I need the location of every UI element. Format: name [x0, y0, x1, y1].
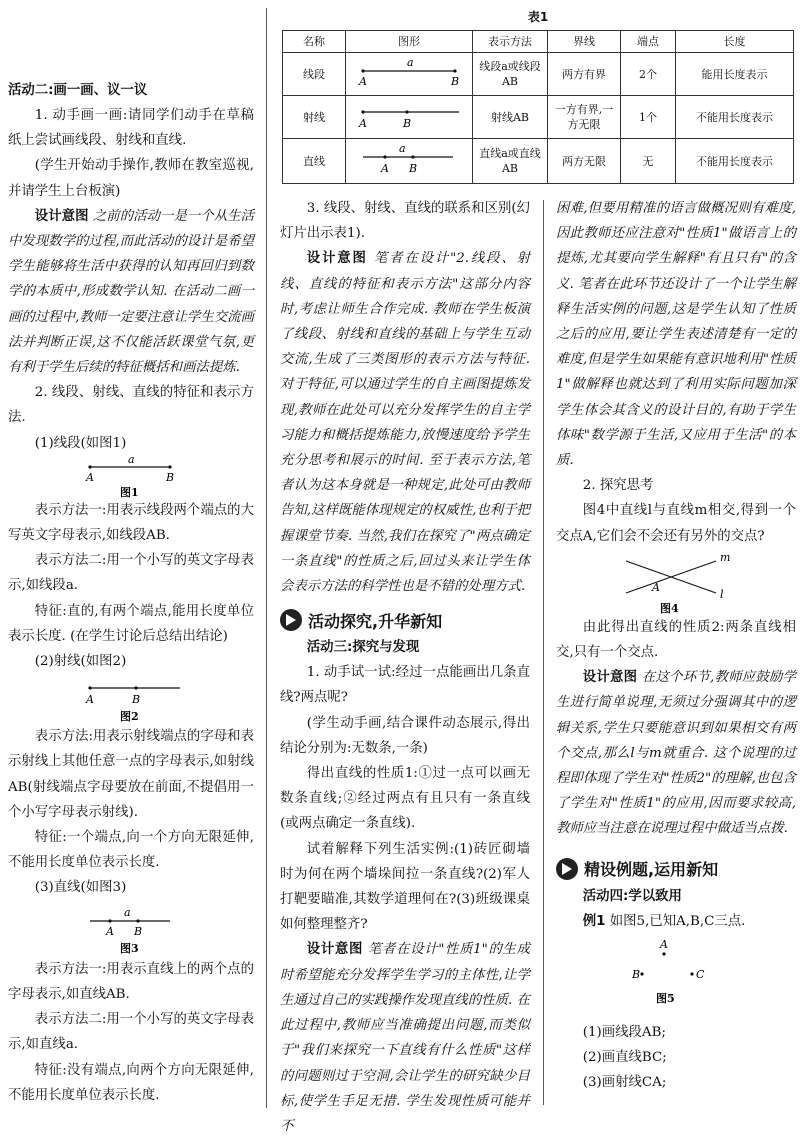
svg-text:B: B	[403, 117, 412, 130]
svg-text:图1: 图1	[120, 485, 139, 498]
paragraph: (学生开始动手操作,教师在教室巡视,并请学生上台板演)	[8, 158, 254, 199]
subheading: (2)射线(如图2)	[34, 654, 127, 670]
line-diagram	[8, 901, 254, 957]
svg-text:图4: 图4	[660, 601, 679, 615]
ray-diagram	[8, 674, 254, 724]
header-cell: 界线	[548, 31, 621, 53]
paragraph: 特征:一个端点,向一个方向无限延伸,不能用长度单位表示长度.	[8, 830, 254, 871]
svg-text:A: A	[652, 580, 660, 594]
three-points-diagram	[556, 934, 796, 1020]
header-cell: 图形	[346, 31, 473, 53]
cell-length: 不能用长度表示	[676, 139, 794, 184]
svg-text:图3: 图3	[120, 941, 139, 955]
svg-text:a: a	[407, 56, 414, 69]
svg-text:A: A	[660, 937, 668, 951]
column-divider	[266, 8, 267, 1108]
activity-title: 活动二:画一画、议一议	[8, 83, 148, 98]
paragraph: 特征:没有端点,向两个方向无限延伸,不能用长度单位表示长度.	[8, 1062, 254, 1103]
intersecting-lines-diagram	[556, 549, 796, 615]
paragraph: (学生动手画,结合课件动态展示,得出结论分别为:无数条,一条)	[280, 715, 530, 756]
figure-5	[556, 934, 796, 1020]
activity-title: 活动四:学以致用	[582, 888, 682, 904]
paragraph: 由此得出直线的性质2:两条直线相交,只有一个交点.	[556, 619, 796, 661]
svg-text:l: l	[720, 587, 724, 601]
header-cell: 长度	[676, 31, 794, 53]
paragraph: 3. 线段、射线、直线的联系和区别(幻灯片出示表1).	[280, 201, 530, 242]
figure-2	[8, 674, 254, 724]
figure-4	[556, 549, 796, 615]
design-intent: 设计意图 笔者在设计"性质1"的生成时希望能充分发挥学生学习的主体性,让学生通过自己的实践操作发现直线的性质. 在此过程中,教师应当准确提出问题,而类似于"我们来探究一下直线有什么性质"这样的问题则过于空洞,会让学生的研究缺少目标,使学生手足无措. 学生发现性质可能并不	[280, 942, 530, 1134]
svg-text:A: A	[106, 924, 114, 938]
cell-figure	[346, 139, 473, 184]
cell-length: 能用长度表示	[676, 53, 794, 96]
subheading: (1)线段(如图1)	[34, 435, 127, 451]
svg-text:B: B	[166, 470, 175, 484]
section-heading: 精设例题,运用新知	[556, 854, 796, 884]
right-column	[556, 196, 796, 1095]
subheading: 2. 探究思考	[582, 478, 654, 494]
design-intent-continued: 困难,但要用精准的语言做概况则有难度,因此教师还应注意对"性质1"做语言上的提炼,尤其要向学生解释"有且只有"的含义. 笔者在此环节还设计了一个让学生解释生活实例的问题,这是学生认知了性质之后的应用,要让学生表述清楚有一定的难度,但是学生如果能有意识地利用"性质1"做解释也就达到了利用实际问题加深学生体会其含义的设计目的,有助于学生体味"数学源于生活,又应用于生活"的本质.	[556, 201, 796, 469]
cell-bound: 一方有界,一方无限	[548, 96, 621, 139]
list-item: (1)画线段AB;	[582, 1024, 666, 1040]
svg-text:A: A	[359, 117, 367, 130]
paragraph: 2. 线段、射线、直线的特征和表示方法.	[8, 385, 254, 426]
cell-figure	[346, 96, 473, 139]
design-intent: 设计意图 之前的活动一是一个从生活中发现数学的过程,而此活动的设计是希望学生能够将生活中获得的认知再回归到数学的本质中,形成数学认知. 在活动二画一画的过程中,教师一定要注意让学生交流画法并判断正误,这不仅能活跃课堂气氛,更有利于学生后续的特征概括和画法提炼.	[8, 208, 255, 376]
section-heading: 活动探究,升华新知	[280, 605, 530, 635]
cell-method: 直线a或直线AB	[473, 139, 548, 184]
arrow-circle-icon	[280, 609, 302, 631]
table-header-row	[283, 31, 794, 53]
example-statement: 例1 如图5,已知A,B,C三点.	[582, 913, 746, 929]
cell-bound: 两方有界	[548, 53, 621, 96]
cell-method: 射线AB	[473, 96, 548, 139]
cell-length: 不能用长度表示	[676, 96, 794, 139]
svg-text:B: B	[451, 75, 460, 88]
subheading: (3)直线(如图3)	[34, 880, 127, 896]
paragraph: 得出直线的性质1:①过一点可以画无数条直线;②经过两点有且只有一条直线(或两点确定一条直线).	[280, 766, 530, 832]
activity-title: 活动三:探究与发现	[306, 640, 420, 656]
line-figure	[349, 139, 469, 179]
svg-text:A: A	[86, 470, 94, 484]
paragraph: 表示方法一:用表示线段两个端点的大写英文字母表示,如线段AB.	[8, 502, 254, 544]
svg-text:图2: 图2	[120, 710, 139, 724]
design-intent: 设计意图 在这个环节,教师应鼓励学生进行简单说理,无须过分强调其中的逻辑关系,学生只要能意识到如果相交有两个交点,那么l与m就重合. 这个说理的过程即体现了学生对"性质2"的理解,也包含了学生对"性质1"的应用,因而要求较高,教师应当注意在说理过程中做适当点拨.	[556, 670, 796, 837]
list-item: (3)画射线CA;	[582, 1075, 667, 1091]
paragraph: 1. 动手画一画:请同学们动手在草稿纸上尝试画线段、射线和直线.	[8, 108, 254, 149]
ray-figure	[349, 96, 469, 134]
paragraph: 表示方法一:用表示直线上的两个点的字母表示,如直线AB.	[8, 961, 254, 1002]
table-row	[283, 96, 794, 139]
design-intent: 设计意图 笔者在设计"2.线段、射线、直线的特征和表示方法"这部分内容时,考虑让师生合作完成. 教师在学生板演了线段、射线和直线的基础上与学生互动交流,生成了三类图形的表示方法与特征. 对于特征,可以通过学生的自主画图提炼发现,教师在此处可以充分发挥学生的自主学习能力和概括提炼能力,放慢速度给予学生充分思考和展示的时间. 至于表示方法,笔者认为这本身就是一种规定,此处可由教师告知,这样既能体现规定的权威性,也利于把握课堂节奏. 当然,我们在探究了"两点确定一条直线"的性质之后,回过头来让学生体会表示方法的科学性也是不错的处理方式.	[280, 251, 530, 595]
svg-text:B: B	[409, 162, 418, 175]
figure-1	[8, 456, 254, 498]
paragraph: 表示方法:用表示射线端点的字母和表示射线上其他任意一点的字母表示,如射线AB(射线端点字母要放在前面,不提倡用一个小写字母表示射线).	[8, 729, 254, 820]
column-divider	[543, 200, 544, 1105]
header-cell: 名称	[283, 31, 346, 53]
cell-figure	[346, 53, 473, 96]
paragraph: 特征:直的,有两个端点,能用长度单位表示长度. (在学生讨论后总结出结论)	[8, 603, 254, 644]
segment-figure	[349, 53, 469, 91]
cell-ends: 无	[621, 139, 676, 184]
middle-column	[280, 196, 530, 1139]
cell-ends: 2个	[621, 53, 676, 96]
svg-text:m: m	[720, 550, 731, 564]
cell-bound: 两方无限	[548, 139, 621, 184]
svg-text:A: A	[86, 693, 94, 707]
svg-text:a: a	[128, 455, 135, 466]
cell-ends: 1个	[621, 96, 676, 139]
svg-text:A: A	[359, 75, 367, 88]
figure-3	[8, 901, 254, 957]
segment-diagram	[8, 456, 254, 498]
cell-name: 线段	[283, 53, 346, 96]
svg-text:B: B	[132, 693, 141, 707]
svg-text:A: A	[381, 162, 389, 175]
left-column	[8, 0, 254, 1108]
paragraph: 试着解释下列生活实例:(1)砖匠砌墙时为何在两个墙垛间拉一条直线?(2)军人打靶要瞄准,其数学道理何在?(3)班级课桌如何整理整齐?	[280, 841, 530, 933]
svg-text:B: B	[134, 924, 143, 938]
svg-text:a: a	[399, 142, 406, 155]
cell-name: 射线	[283, 96, 346, 139]
paragraph: 图4中直线l与直线m相交,得到一个交点A,它们会不会还有另外的交点?	[556, 503, 796, 544]
svg-text:B: B	[632, 967, 641, 981]
svg-text:C: C	[696, 967, 705, 981]
paragraph: 1. 动手试一试:经过一点能画出几条直线?两点呢?	[280, 665, 530, 706]
header-cell: 端点	[621, 31, 676, 53]
table-row	[283, 139, 794, 184]
svg-text:图5: 图5	[656, 991, 675, 1005]
paragraph: 表示方法二:用一个小写的英文字母表示,如线段a.	[8, 553, 254, 594]
table-row	[283, 53, 794, 96]
cell-name: 直线	[283, 139, 346, 184]
paragraph: 表示方法二:用一个小写的英文字母表示,如直线a.	[8, 1012, 254, 1053]
svg-text:a: a	[124, 905, 131, 919]
table-title: 表1	[527, 10, 549, 24]
header-cell: 表示方法	[473, 31, 548, 53]
list-item: (2)画直线BC;	[582, 1050, 667, 1066]
arrow-circle-icon	[556, 858, 578, 880]
comparison-table	[282, 30, 794, 184]
cell-method: 线段a或线段AB	[473, 53, 548, 96]
